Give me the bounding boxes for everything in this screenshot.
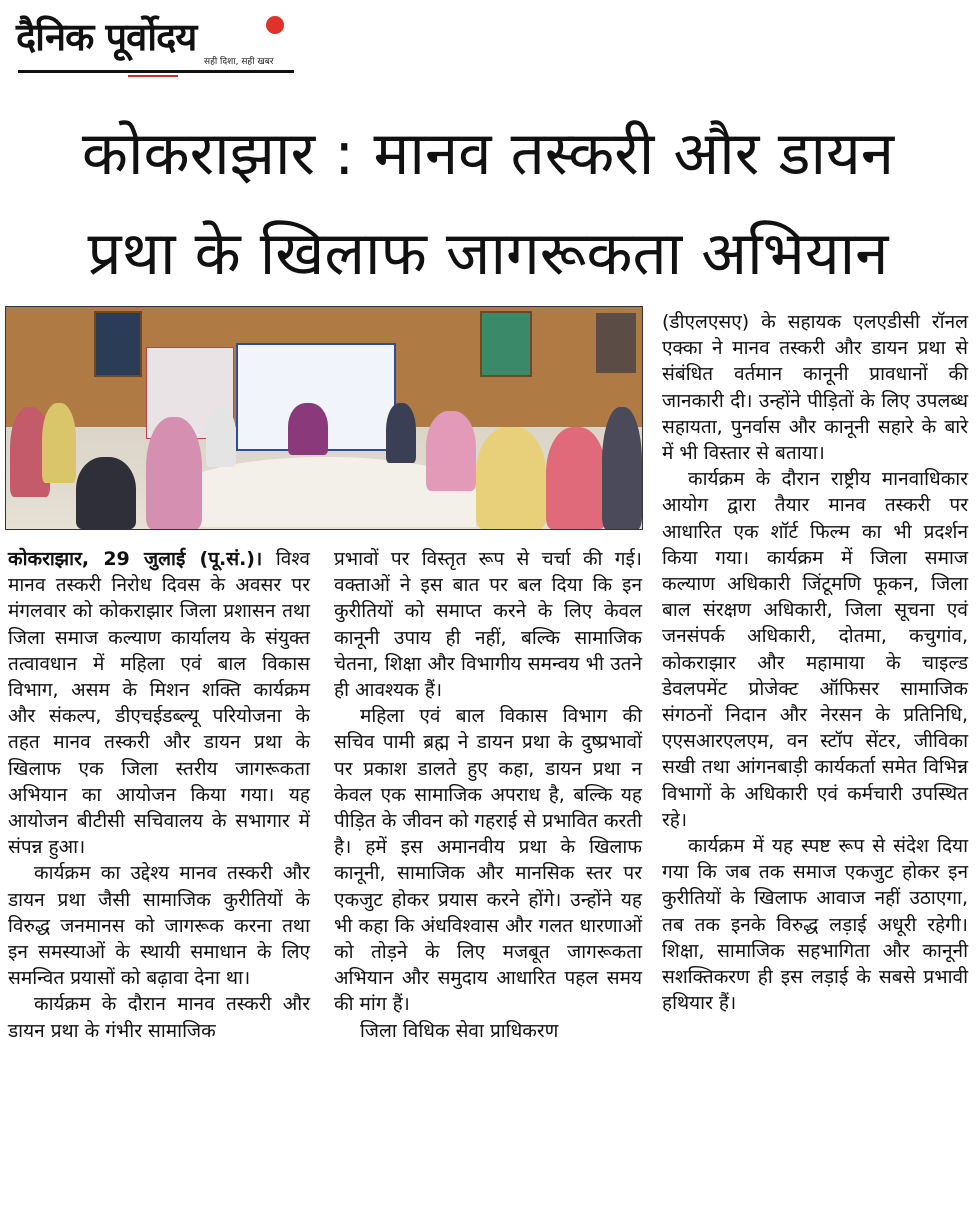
article-column-3 <box>662 309 968 1016</box>
photo-person <box>76 457 136 529</box>
photo-portrait-left <box>94 311 142 377</box>
photo-window <box>596 313 636 373</box>
masthead-rule <box>18 70 294 73</box>
photo-person <box>146 417 202 529</box>
newspaper-tagline: सही दिशा, सही खबर <box>204 57 274 67</box>
article-paragraph: विश्व मानव तस्करी निरोध दिवस के अवसर पर मंगलवार को कोकराझार जिला प्रशासन तथा जिला समाज कल्याण कार्यालय के संयुक्त तत्वावधान में महिला एवं बाल विकास विभाग, असम के मिशन शक्ति कार्यक्रम और संकल्प, डीएचईडब्ल्यू परियोजना के तहत मानव तस्करी और डायन प्रथा के खिलाफ एक जिला स्तरीय जागरूकता अभियान का आयोजन किया गया। यह आयोजन बीटीसी सचिवालय के सभागार में संपन्न हुआ। <box>8 548 310 859</box>
news-photo <box>5 306 643 530</box>
article-paragraph: (डीएलएसए) के सहायक एलएडीसी रॉनल एक्का ने मानव तस्करी और डायन प्रथा से संबंधित वर्तमान कानूनी प्रावधानों की जानकारी दी। उन्होंने पीड़ितों के लिए उपलब्ध सहायता, पुनर्वास और कानूनी सहारे के बारे में भी विस्तार से बताया। <box>662 311 968 465</box>
newspaper-name: दैनिक पूर्वोदय <box>16 15 197 59</box>
article-column-2 <box>334 546 642 1044</box>
article-paragraph: कार्यक्रम का उद्देश्य मानव तस्करी और डायन प्रथा जैसी सामाजिक कुरीतियों के विरुद्ध जनमानस को जागरूक करना तथा इन समस्याओं के स्थायी समाधान के लिए समन्वित प्रयासों को बढ़ावा देना था। <box>8 862 310 990</box>
logo-dot-icon <box>266 16 284 34</box>
photo-person <box>476 427 546 529</box>
article-headline <box>0 104 976 304</box>
masthead <box>8 4 298 74</box>
photo-portrait-right <box>480 311 532 377</box>
headline-line-2: प्रथा के खिलाफ जागरूकता अभियान <box>87 219 889 289</box>
article-column-1 <box>8 546 310 1044</box>
photo-person <box>426 411 476 491</box>
article-paragraph: कार्यक्रम में यह स्पष्ट रूप से संदेश दिया गया कि जब तक समाज एकजुट होकर इन कुरीतियों के खिलाफ आवाज नहीं उठाएगा, तब तक इनके विरुद्ध लड़ाई अधूरी रहेगी। शिक्षा, सामाजिक सहभागिता और कानूनी सशक्तिकरण ही इस लड़ाई के सबसे प्रभावी हथियार हैं। <box>662 835 968 1015</box>
article-paragraph: कार्यक्रम के दौरान राष्ट्रीय मानवाधिकार आयोग द्वारा तैयार मानव तस्करी पर आधारित एक शॉर्ट फिल्म का भी प्रदर्शन किया गया। कार्यक्रम में जिला समाज कल्याण अधिकारी जिंटूमणि फूकन, जिला बाल संरक्षण अधिकारी, जिला सूचना एवं जनसंपर्क अधिकारी, दोतमा, कचुगांव, कोकराझार और महामाया के चाइल्ड डेवलपमेंट प्रोजेक्ट ऑफिसर सामाजिक संगठनों निदान और नेरसन के प्रतिनिधि, एएसआरएलएम, वन स्टॉप सेंटर, जीविका सखी तथा आंगनबाड़ी कार्यकर्ता समेत विभिन्न विभागों के अधिकारी एवं कर्मचारी उपस्थित रहे। <box>662 468 968 831</box>
article-dateline: कोकराझार, 29 जुलाई (पू.सं.)। <box>8 548 263 570</box>
article-paragraph: कार्यक्रम के दौरान मानव तस्करी और डायन प्रथा के गंभीर सामाजिक <box>8 993 310 1042</box>
photo-person <box>42 403 76 483</box>
photo-person <box>602 407 642 529</box>
photo-person <box>386 403 416 463</box>
photo-person <box>546 427 606 529</box>
article-paragraph: प्रभावों पर विस्तृत रूप से चर्चा की गई। वक्ताओं ने इस बात पर बल दिया कि इन कुरीतियों को समाप्त करने के लिए केवल कानूनी उपाय ही नहीं, बल्कि सामाजिक चेतना, शिक्षा और विभागीय समन्वय भी उतने ही आवश्यक हैं। <box>334 548 642 702</box>
article-paragraph: महिला एवं बाल विकास विभाग की सचिव पामी ब्रह्म ने डायन प्रथा के दुष्प्रभावों पर प्रकाश डालते हुए कहा, डायन प्रथा न केवल एक सामाजिक अपराध है, बल्कि यह पीड़ित के जीवन को गहराई से प्रभावित करती है। हमें इस अमानवीय प्रथा के खिलाफ कानूनी, सामाजिक और मानसिक स्तर पर एकजुट होकर प्रयास करने होंगे। उन्होंने यह भी कहा कि अंधविश्वास और गलत धारणाओं को तोड़ने के लिए मजबूत जागरूकता अभियान और समुदाय आधारित पहल समय की मांग हैं। <box>334 705 642 1016</box>
article-paragraph: जिला विधिक सेवा प्राधिकरण <box>360 1019 559 1042</box>
headline-line-1: कोकराझार : मानव तस्करी और डायन <box>81 119 895 189</box>
masthead-accent-rule <box>128 75 178 77</box>
photo-person <box>288 403 328 455</box>
photo-person <box>206 407 236 467</box>
